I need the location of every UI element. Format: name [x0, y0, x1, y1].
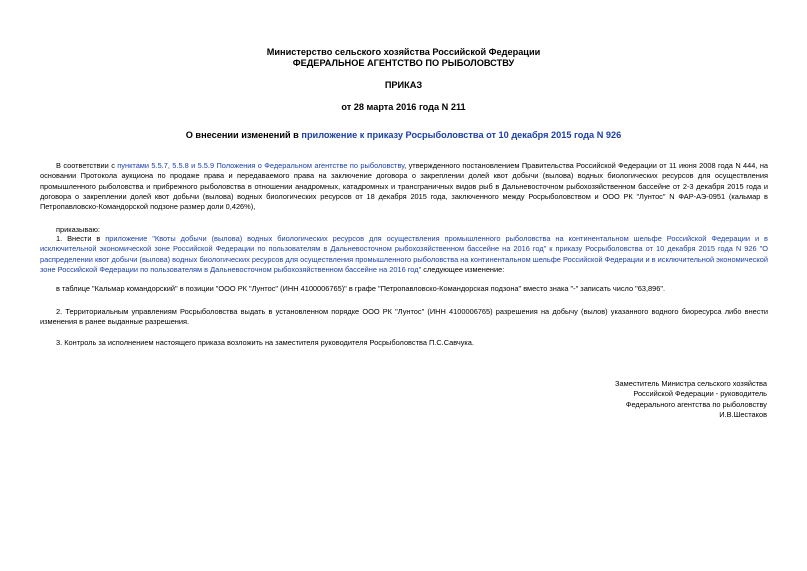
document-date-number: от 28 марта 2016 года N 211 [341, 102, 466, 112]
preamble-text-start: В соответствии с [56, 161, 118, 170]
item-1-text-end: следующее изменение: [421, 264, 505, 274]
ministry-name: Министерство сельского хозяйства Российской Федерации [266, 47, 541, 57]
document-type: ПРИКАЗ [384, 80, 423, 90]
item-3-paragraph: 3. Контроль за исполнением настоящего приказа возложить на заместителя руководителя Росрыболовства П.С.Савчука. [56, 338, 474, 347]
signature-block [567, 379, 767, 420]
item-1-paragraph [40, 234, 768, 275]
signature-name: И.В.Шестаков [719, 409, 767, 419]
item-1-text-start: 1. Внести в [56, 234, 106, 243]
document-title [0, 130, 807, 141]
item-2-paragraph: 2. Территориальным управлениям Росрыболовства выдать в установленном порядке ООО РК "Лунтос" (ИНН 4100006765) разрешения на добычу (вылов) указанного водного биоресурса либо внести изменения в ранее выданные разрешения. [40, 307, 768, 327]
preamble-paragraph [40, 161, 768, 212]
title-amended-order-link[interactable]: приложение к приказу Росрыболовства от 10 декабря 2015 года N 926 [301, 130, 622, 140]
preamble-text-rest: , утвержденного постановлением Правительства Российской Федерации от 11 июня 2008 года N 444, на основании Протокола аукциона по продаже права и передаваемого права на заключение договора о закреплении долей квот добычи (вылова) водных биологических ресурсов для осуществления промышленного рыболовства и прибрежного рыболовства в отношении анадромных, катадромных и трансграничных видов рыб в Дальневосточном рыбохозяйственном бассейне от 2-3 декабря 2015 года и договора о закреплении долей квот добычи (вылова) водных биологических ресурсов от 18 декабря 2015 года, заключенного между Росрыболовством и ООО РК "Лунтос" N ФАР-АЭ-0951 (кальмар в Петропавловско-Командорской подзоне размер доли 0,426%), [40, 161, 769, 212]
regulation-clauses-link[interactable]: пунктами 5.5.7, 5.5.8 и 5.5.9 Положения о Федеральном агентстве по рыболовству [117, 161, 405, 170]
item-1-change: в таблице "Кальмар командорский" в позиции "ООО РК "Лунтос" (ИНН 4100006765)" в графе "Петропавловско-Командорская подзона" вместо знака "-" записать число "63,896". [56, 284, 666, 293]
signature-line-1: Заместитель Министра сельского хозяйства [615, 379, 767, 388]
signature-line-2: Российской Федерации - руководитель [633, 389, 767, 399]
agency-name: ФЕДЕРАЛЬНОЕ АГЕНТСТВО ПО РЫБОЛОВСТВУ [292, 58, 515, 68]
order-word: приказываю: [56, 225, 100, 234]
signature-line-3: Федерального агентства по рыболовству [625, 399, 767, 409]
document-title-prefix: О внесении изменений в [185, 130, 302, 140]
quota-appendix-link[interactable]: приложение "Квоты добычи (вылова) водных биологических ресурсов для осуществления промышленного рыболовства на континентальном шельфе Российской Федерации и в исключительной экономической зоне Российской Федерации по пользователям в Дальневосточном рыбохозяйственном бассейне на 2016 год" к приказу Росрыболовства от 10 декабря 2015 года N 926 "О распределении квот добычи (вылова) водных биологических ресурсов для осуществления промышленного рыболовства на континентальном шельфе Российской Федерации и в исключительной экономической зоне Российской Федерации по пользователям в Дальневосточном рыбохозяйственном бассейне на 2016 год" [40, 234, 768, 274]
